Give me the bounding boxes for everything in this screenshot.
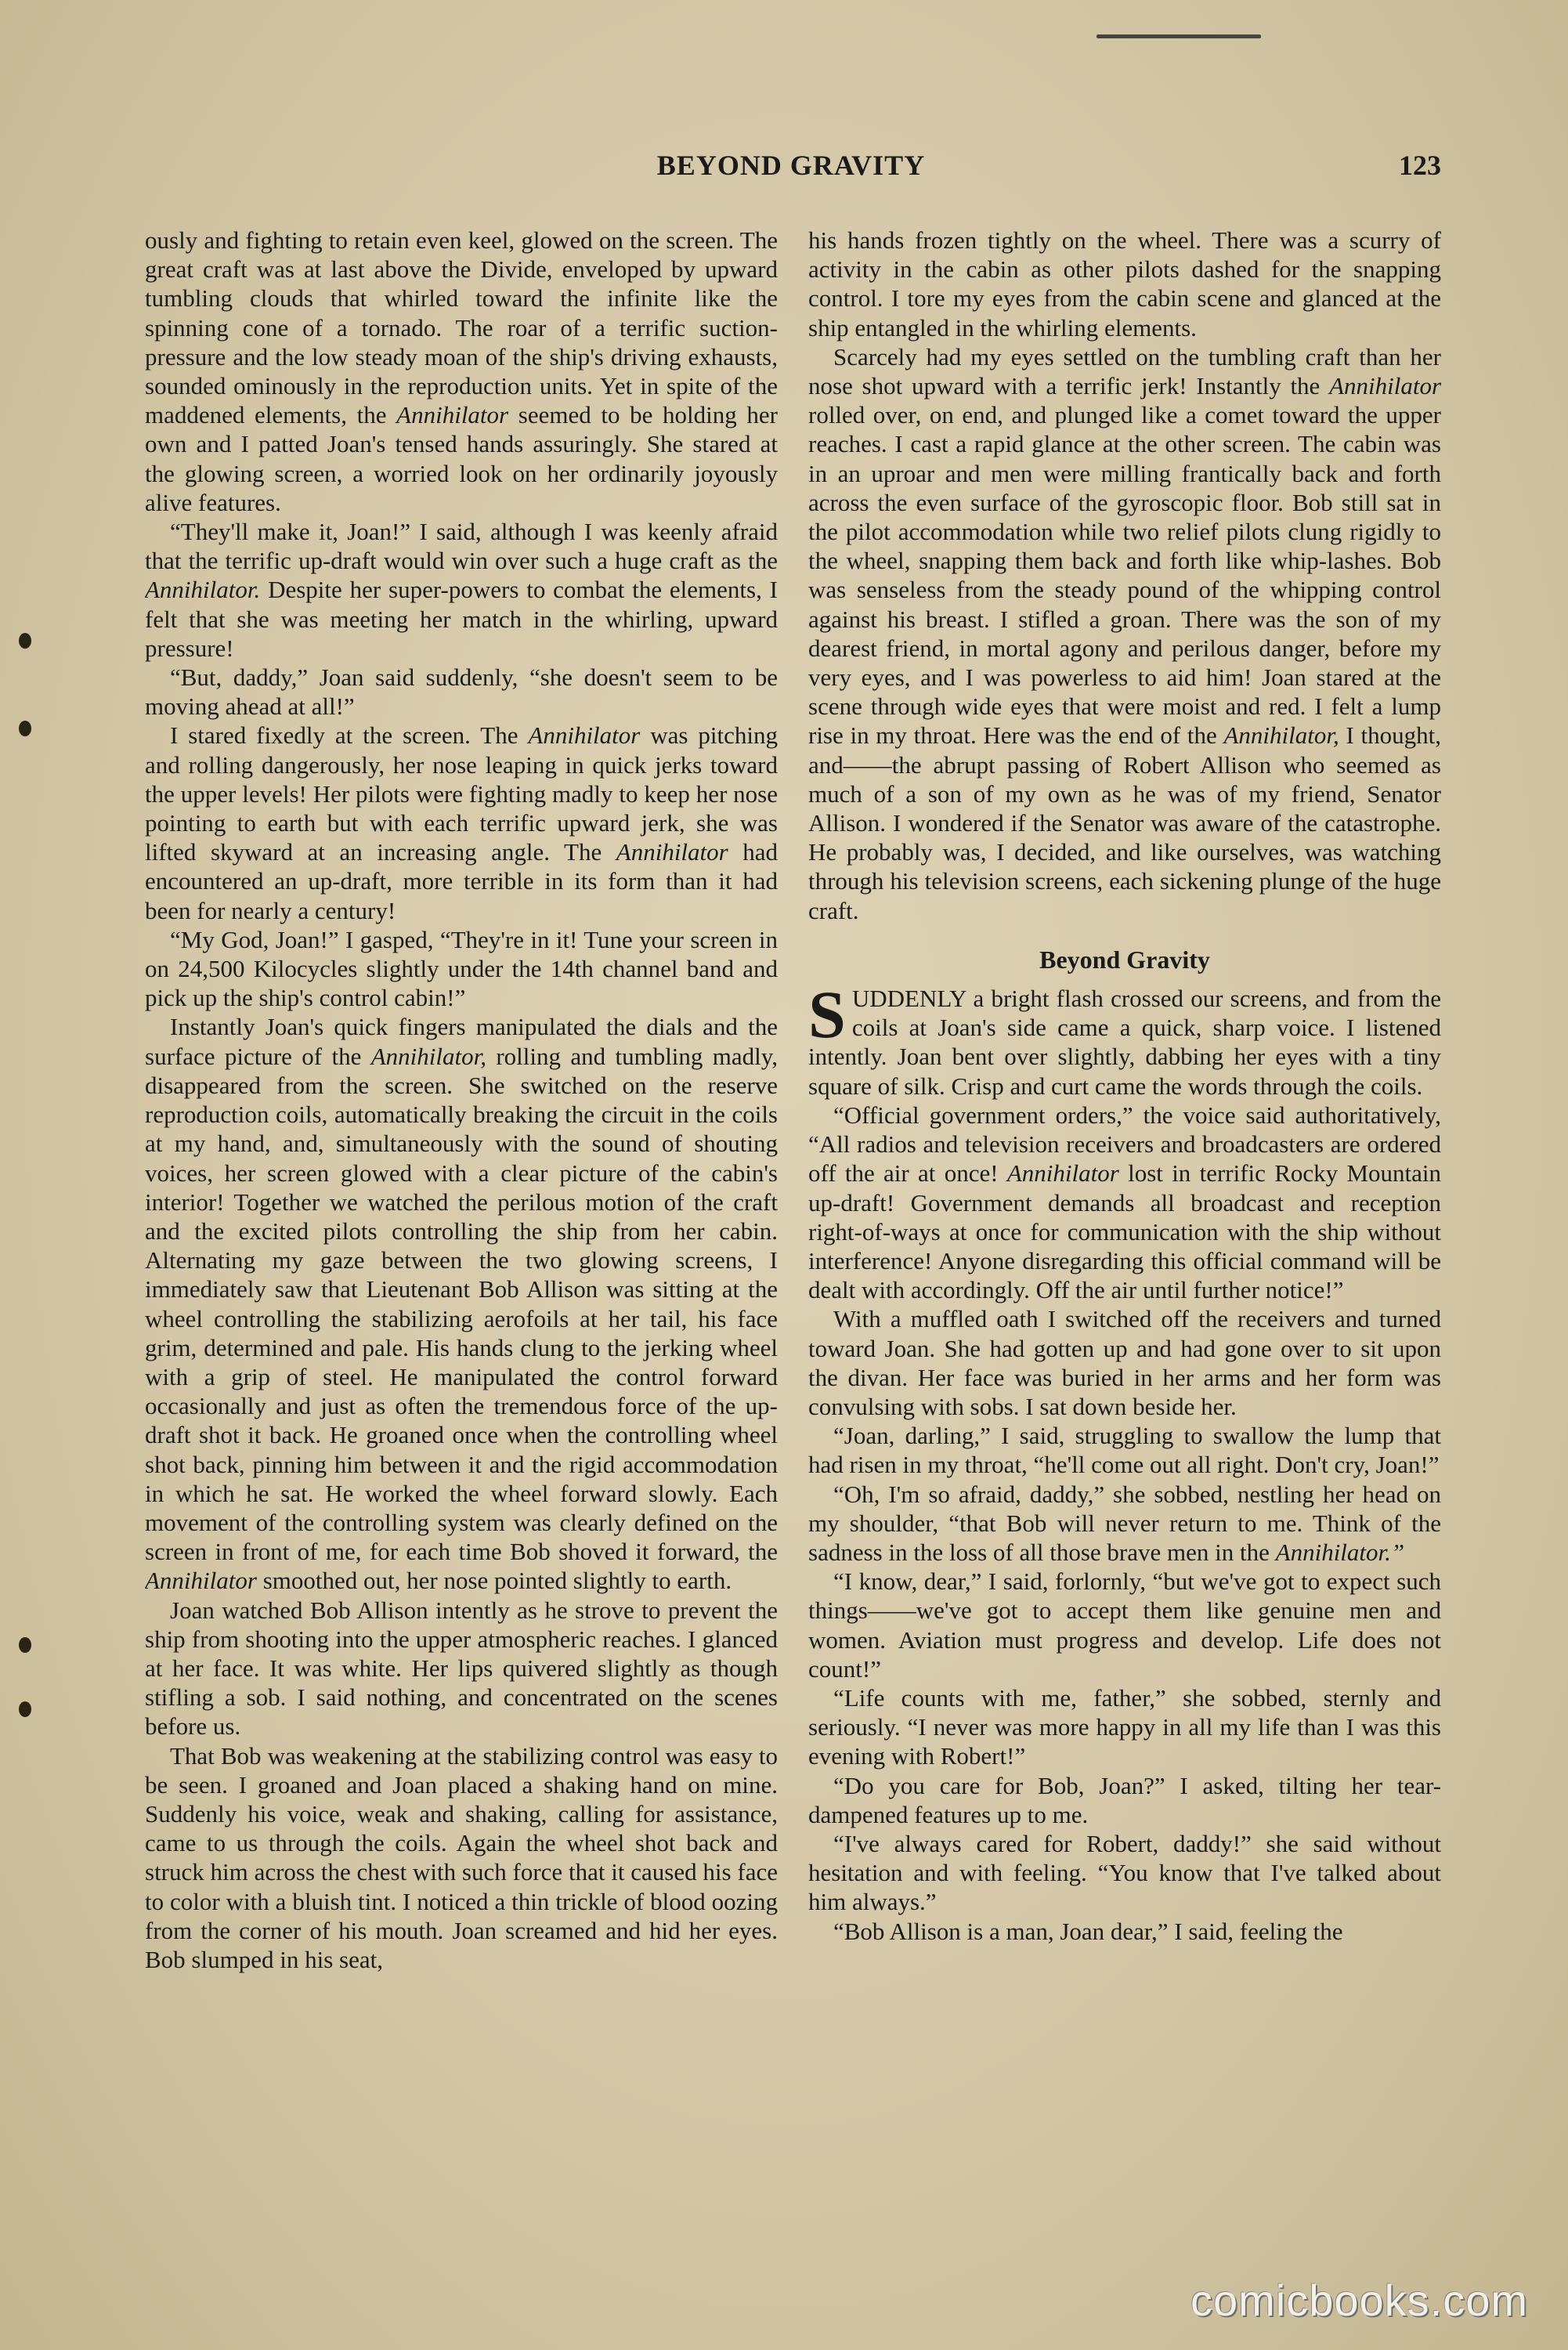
page-number: 123 [1399,150,1441,181]
paragraph-text: seemed to be holding her own and I patted Joan's tensed hands assuringly. She stared at the glowing screen, a worried look on her ordinarily joyously alive features. [145,401,778,516]
paragraph [808,1101,1441,1304]
paragraph [145,721,778,924]
ship-name: Annihilator [145,1567,257,1595]
paragraph-text: had encountered an up-draft, more terrible in its form than it had been for nearly a century! [145,838,778,924]
paragraph: “I've always cared for Robert, daddy!” she said without hesitation and with feeling. “You know that I've talked about him always.” [808,1829,1441,1916]
binding-hole [19,1701,31,1717]
paragraph-text: rolling and tumbling madly, disappeared from the screen. She switched on the reserve reproduction coils, automatically breaking the circuit in the coils at my hand, and, simultaneously with the sound of shouting voices, her screen glowed with a clear picture of the cabin's interior! Together we watched the perilous motion of the craft and the excited pilots controlling the ship from her cabin. Alternating my gaze between the two glowing screens, I immediately saw that Lieutenant Bob Allison was sitting at the wheel controlling the stabilizing aerofoils at her tail, his face grim, determined and pale. His hands clung to the jerking wheel with a grip of steel. He manipulated the control forward occasionally and just as often the tremendous force of the up-draft shot it back. He groaned once when the controlling wheel shot back, pinning him between it and the rigid accommodation in which he sat. He worked the wheel forward slowly. Each movement of the controlling system was clearly defined on the screen in front of me, for each time Bob shoved it forward, the [145,1042,778,1566]
paragraph-text: “They'll make it, Joan!” I said, although I was keenly afraid that the terrific up-draft would win over such a huge craft as the [145,518,778,575]
watermark: comicbooks.com [1190,2276,1529,2325]
paragraph-text: Despite her super-powers to combat the elements, I felt that she was meeting her match in the whirling, upward pressure! [145,576,778,662]
binding-hole [19,1637,31,1653]
paragraph: “I know, dear,” I said, forlornly, “but we've got to expect such things——we've got to accept them like genuine men and women. Aviation must progress and develop. Life does not count!” [808,1567,1441,1683]
paragraph-text: Scarcely had my eyes settled on the tumbling craft than her nose shot upward with a terrific jerk! Instantly the [808,342,1441,400]
binding-hole [19,633,31,649]
paragraph [145,517,778,663]
paragraph [145,1012,778,1595]
paragraph-text: ously and fighting to retain even keel, glowed on the screen. The great craft was at last above the Divide, enveloped by upward tumbling clouds that whirled toward the infinite like the spinning cone of a tornado. The roar of a terrific suction-pressure and the low steady moan of the ship's driving exhausts, sounded ominously in the reproduction units. Yet in spite of the maddened elements, the [145,226,778,429]
paragraph [808,977,1441,1101]
paragraph-text: Instantly Joan's quick fingers manipulated the dials and the surface picture of the [145,1013,778,1070]
binding-hole [19,721,31,736]
paragraph: “Bob Allison is a man, Joan dear,” I said, feeling the [833,1917,1343,1945]
ship-name: Annihilator [1329,372,1441,400]
ship-name: Annihilator [1006,1159,1119,1188]
paragraph: Joan watched Bob Allison intently as he strove to prevent the ship from shooting into the upper atmospheric reaches. I glanced at her face. It was white. Her lips quivered slightly as though stifling a sob. I said nothing, and concentrated on the scenes before us. [145,1596,778,1741]
paragraph: “My God, Joan!” I gasped, “They're in it! Tune your screen in on 24,500 Kilocycles slightly under the 14th channel band and pick up the ship's control cabin!” [145,925,778,1012]
paragraph: “Joan, darling,” I said, struggling to swallow the lump that had risen in my throat, “he'll come out all right. Don't cry, Joan!” [808,1422,1441,1479]
paragraph: “Do you care for Bob, Joan?” I asked, tilting her tear-dampened features up to me. [808,1771,1441,1828]
drop-cap: S [808,977,846,1053]
paragraph-text: smoothed out, her nose pointed slightly to earth. [262,1567,732,1595]
ship-name: Annihilator [396,401,509,429]
ship-name: Annihilator.” [1275,1538,1405,1566]
top-rule [1097,34,1261,38]
paragraph-text: “Official government orders,” the voice said authoritatively, “All radios and television receivers and broadcasters are ordered off the air at once! [808,1101,1441,1188]
paragraph-text: I thought, and——the abrupt passing of Robert Allison who seemed as much of a son of my own as he was of my friend, Senator Allison. I wondered if the Senator was aware of the catastrophe. He probably was, I decided, and like ourselves, was watching through his television screens, each sickening plunge of the huge craft. [808,721,1441,924]
paragraph: With a muffled oath I switched off the receivers and turned toward Joan. She had gotten up and had gone over to sit upon the divan. Her face was buried in her arms and her form was convulsing with sobs. I sat down beside her. [808,1305,1441,1420]
paragraph: That Bob was weakening at the stabilizing control was easy to be seen. I groaned and Joan placed a shaking hand on mine. Suddenly his voice, weak and shaking, calling for assistance, came to us through the coils. Again the wheel shot back and struck him across the chest with such force that it caused his face to color with a bluish tint. I noticed a thin trickle of blood oozing from the corner of his mouth. Joan screamed and hid her eyes. Bob slumped in his seat, [145,1741,778,1973]
right-column [808,226,1441,2239]
running-title: BEYOND GRAVITY [656,150,926,181]
running-head [141,149,1441,196]
section-heading: Beyond Gravity [1039,945,1210,974]
paragraph-text: UDDENLY a bright flash crossed our screens, and from the coils at Joan's side came a quick, sharp voice. I listened intently. Joan bent over slightly, dabbing her eyes with a tiny square of silk. Crisp and curt came the words through the coils. [808,985,1441,1100]
paragraph [145,226,778,517]
ship-name: Annihilator [616,838,728,866]
paragraph-text: lost in terrific Rocky Mountain up-draft! Government demands all broadcast and reception right-of-ways at once for communication with the ship without interference! Anyone disregarding this official command will be dealt with accordingly. Off the air until further notice!” [808,1159,1441,1304]
paragraph [808,342,1441,925]
ship-name: Annihilator [528,721,641,750]
paragraph-text: was pitching and rolling dangerously, her nose leaping in quick jerks toward the upper levels! Her pilots were fighting madly to keep her nose pointing to earth but with each terrific upward jerk, she was lifted skyward at an increasing angle. The [145,721,778,866]
paragraph: his hands frozen tightly on the wheel. There was a scurry of activity in the cabin as other pilots dashed for the snapping control. I tore my eyes from the cabin scene and glanced at the ship entangled in the whirling elements. [808,226,1441,342]
paragraph-text: “Oh, I'm so afraid, daddy,” she sobbed, nestling her head on my shoulder, “that Bob will never return to me. Think of the sadness in the loss of all those brave men in the [808,1480,1441,1566]
paragraph: “Life counts with me, father,” she sobbed, sternly and seriously. “I never was more happy in all my life than I was this evening with Robert!” [808,1683,1441,1770]
left-column [145,226,778,2239]
ship-name: Annihilator, [1223,721,1339,750]
paragraph: “But, daddy,” Joan said suddenly, “she doesn't seem to be moving ahead at all!” [145,663,778,721]
ship-name: Annihilator. [145,576,261,604]
ship-name: Annihilator, [370,1042,486,1070]
paragraph-text: rolled over, on end, and plunged like a comet toward the upper reaches. I cast a rapid glance at the other screen. The cabin was in an uproar and men were milling frantically back and forth across the even surface of the gyroscopic floor. Bob still sat in the pilot accommodation while two relief pilots clung rigidly to the wheel, snapping them back and forth like whip-lashes. Bob was senseless from the steady pound of the whipping control against his breast. I stifled a groan. There was the son of my dearest friend, in mortal agony and perilous danger, before my very eyes, and I was powerless to aid him! Joan stared at the scene through wide eyes that were moist and red. I felt a lump rise in my throat. Here was the end of the [808,401,1441,750]
paragraph [808,1480,1441,1567]
paragraph-text: I stared fixedly at the screen. The [170,721,518,750]
